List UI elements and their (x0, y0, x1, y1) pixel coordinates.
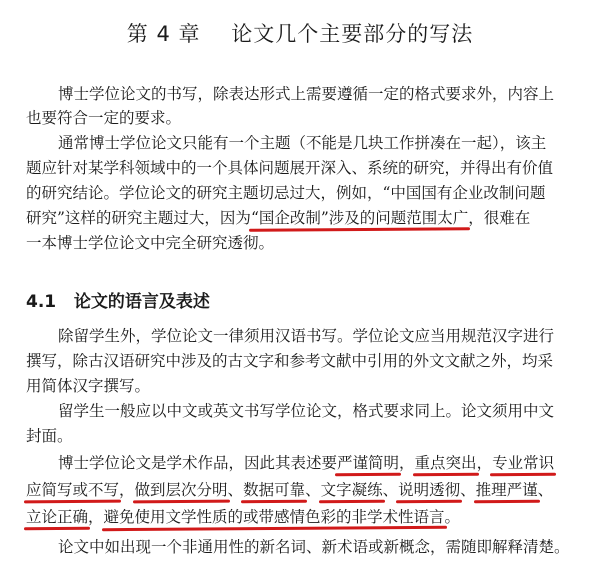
text-segment: 、 (227, 481, 244, 499)
intro-p2-line5: 一本博士学位论文中完全研究透彻。 (26, 234, 275, 252)
section-p1-line3: 用简体汉字撰写。 (26, 377, 151, 395)
underlined-phrase: 做到层次分明 (134, 481, 228, 499)
underlined-phrase: 应简写或不写 (26, 481, 120, 499)
section-title: 4.1 论文的语言及表述 (26, 292, 210, 312)
underlined-phrase: 说明透彻 (398, 481, 461, 499)
chapter-title: 第 4 章 论文几个主要部分的写法 (126, 22, 474, 46)
text-segment: 、 (460, 481, 476, 499)
underlined-phrase: 数据可靠 (243, 481, 306, 499)
text-segment: ， (476, 454, 493, 472)
underlined-phrase: 推理严谨 (475, 481, 538, 499)
section-p2-line1: 留学生一般应以中文或英文书写学位论文，格式要求同上。论文须用中文 (58, 402, 555, 420)
intro-p1-line2: 也要符合一定的要求。 (26, 109, 182, 127)
text-segment: ， (88, 508, 104, 526)
section-p3-line3 (26, 505, 586, 529)
section-p1-line1: 除留学生外，学位论文一律须用汉语书写。学位论文应当用规范汉字进行 (58, 327, 555, 345)
text-segment: 、 (537, 481, 554, 499)
underlined-phrase: 文字凝练 (320, 481, 383, 499)
section-p3-line1 (58, 451, 586, 475)
text-segment: 、 (305, 481, 321, 499)
section-p2-line2: 封面。 (26, 427, 73, 445)
section-p1-line2: 撰写，除古汉语研究中涉及的古文字和参考文献中引用的外文文献之外，均采 (26, 352, 554, 370)
underlined-phrase: 避免使用文学性质的或带感情色彩的非学术性语言 (103, 508, 445, 526)
text-segment: 、 (382, 481, 399, 499)
underlined-phrase: 严谨简明 (337, 454, 400, 472)
underlined-phrase: 专业常识 (492, 454, 555, 472)
text-segment: 研究”这样的研究主题过大，因为 (26, 209, 251, 227)
section-p3-line2 (26, 478, 586, 502)
underlined-phrase: “国企改制”涉及的问题范围太广 (250, 209, 469, 227)
intro-p2-line1: 通常博士学位论文只能有一个主题（不能是几块工作拼凑在一起），该主 (58, 134, 547, 152)
underlined-phrase: 重点突出 (414, 454, 477, 472)
intro-p1-line1: 博士学位论文的书写，除表达形式上需要遵循一定的格式要求外，内容上 (58, 85, 555, 103)
intro-p2-line2: 题应针对某学科领域中的一个具体问题展开深入、系统的研究，并得出有价值 (26, 159, 554, 177)
text-segment: ， (399, 454, 415, 472)
text-segment: 博士学位论文是学术作品，因此其表述要 (58, 454, 338, 472)
section-p4-line1: 论文中如出现一个非通用性的新名词、新术语或新概念，需随即解释清楚。 (58, 538, 570, 556)
intro-p2-line4 (26, 206, 586, 230)
text-segment: ， (119, 481, 135, 499)
underlined-phrase: 立论正确 (26, 508, 89, 526)
text-segment: 。 (444, 508, 461, 526)
text-segment: ，很难在 (468, 209, 531, 227)
intro-p2-line3: 的研究结论。学位论文的研究主题切忌过大，例如，“中国国有企业改制问题 (26, 184, 546, 202)
